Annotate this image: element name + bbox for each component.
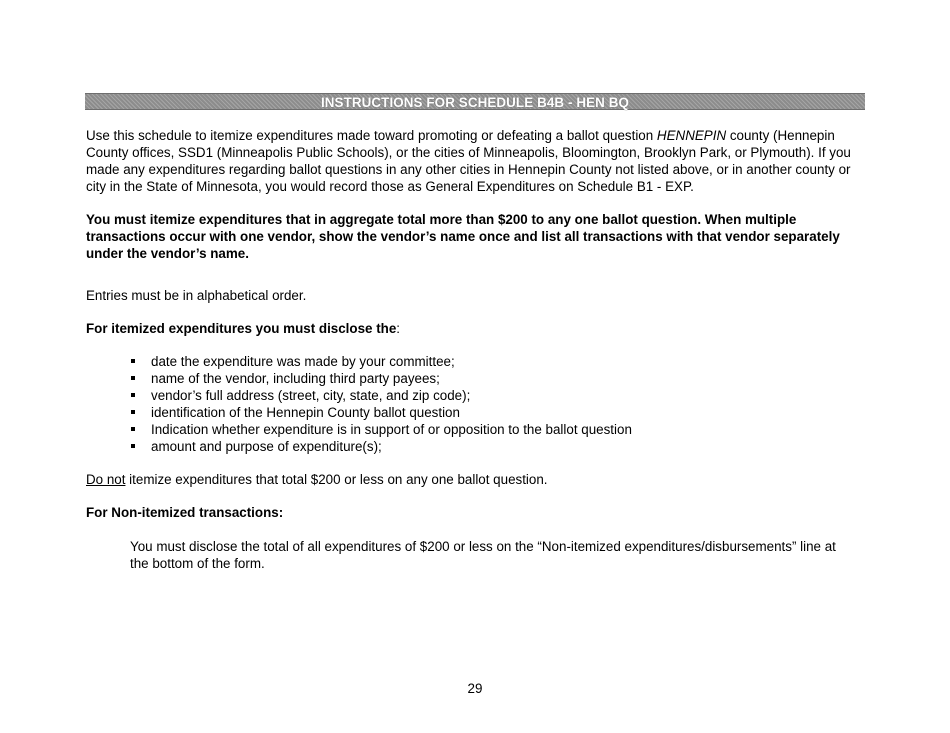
non-itemized-heading: For Non-itemized transactions: — [86, 505, 284, 520]
list-item-text: vendor’s full address (street, city, state, and zip code); — [151, 388, 471, 403]
do-not-emphasis: Do not — [86, 472, 126, 487]
disclosure-heading — [86, 320, 866, 337]
itemize-warning-paragraph: You must itemize expenditures that in aggregate total more than $200 to any one ballot question. When multiple transactions occur with one vendor, show the vendor’s name once and list all transactions with that vendor separately under the vendor’s name. — [86, 212, 840, 261]
section-header-bar — [85, 93, 865, 110]
square-bullet-icon — [131, 359, 135, 363]
list-item-text: identification of the Hennepin County ballot question — [151, 405, 460, 420]
intro-paragraph — [86, 127, 866, 195]
non-itemized-paragraph: You must disclose the total of all expenditures of $200 or less on the “Non-itemized expenditures/disbursements” line at the bottom of the form. — [130, 539, 836, 571]
intro-text-end: county (Hennepin County offices, SSD1 (Minneapolis Public Schools), or the cities of Minneapolis, Bloomington, Brooklyn Park, or Plymouth). If you made any expenditures regarding ballot questions in any other cities in Hennepin County not listed above, or in another county or city in the State of Minnesota, you would record those as General Expenditures on Schedule B1 - EXP. — [86, 128, 851, 194]
list-item-text: name of the vendor, including third party payees; — [151, 371, 440, 386]
disclosure-heading-text: For itemized expenditures you must disclose the — [86, 321, 397, 336]
list-item — [130, 370, 632, 387]
square-bullet-icon — [131, 376, 135, 380]
square-bullet-icon — [131, 410, 135, 414]
disclosure-heading-colon: : — [396, 321, 401, 336]
section-title: INSTRUCTIONS FOR SCHEDULE B4B - HEN BQ — [320, 95, 630, 110]
list-item — [130, 404, 632, 421]
page-number: 29 — [467, 681, 483, 696]
alphabetical-order-note: Entries must be in alphabetical order. — [86, 288, 307, 303]
disclosure-list — [130, 353, 632, 455]
list-item — [130, 421, 632, 438]
square-bullet-icon — [131, 427, 135, 431]
list-item — [130, 353, 632, 370]
do-not-rest: itemize expenditures that total $200 or less on any one ballot question. — [125, 472, 548, 487]
county-name: HENNEPIN — [656, 128, 727, 143]
square-bullet-icon — [131, 393, 135, 397]
intro-text-start: Use this schedule to itemize expenditures made toward promoting or defeating a ballot question — [86, 128, 657, 143]
square-bullet-icon — [131, 444, 135, 448]
list-item-text: amount and purpose of expenditure(s); — [151, 439, 382, 454]
do-not-itemize-note — [86, 471, 866, 488]
list-item — [130, 387, 632, 404]
list-item-text: Indication whether expenditure is in support of or opposition to the ballot question — [151, 422, 632, 437]
list-item-text: date the expenditure was made by your committee; — [151, 354, 455, 369]
list-item — [130, 438, 632, 455]
